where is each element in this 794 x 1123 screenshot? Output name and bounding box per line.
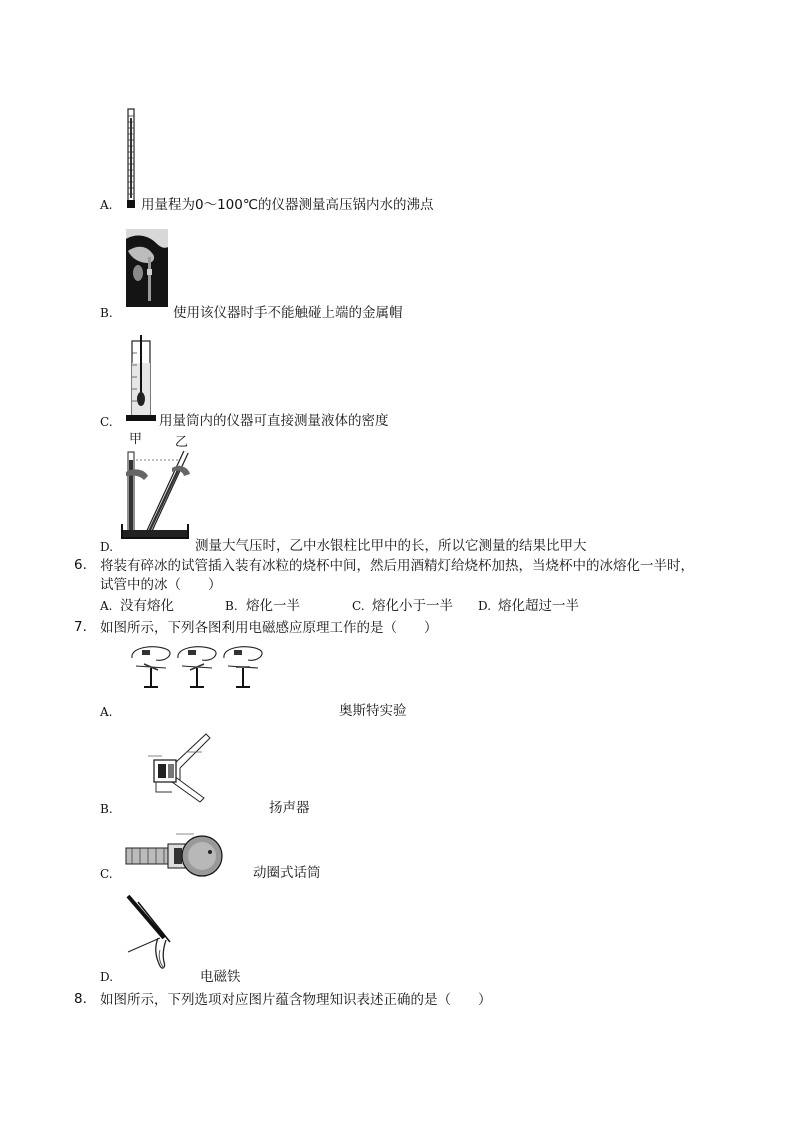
q5-option-d-text: 测量大气压时，乙中水银柱比甲中的长，所以它测量的结果比甲大 bbox=[195, 538, 587, 554]
q6-option-c-letter: C. bbox=[352, 599, 365, 613]
q7-option-a-letter: A. bbox=[100, 705, 113, 719]
q7-option-d-letter: D. bbox=[100, 970, 114, 984]
q7-option-d-text: 电磁铁 bbox=[200, 969, 241, 985]
q5-option-d-letter: D. bbox=[100, 540, 114, 554]
oersted-experiment-figure bbox=[128, 642, 270, 694]
q6-option-a-text: 没有熔化 bbox=[120, 598, 174, 614]
q5-option-b-text: 使用该仪器时手不能触碰上端的金属帽 bbox=[173, 305, 403, 321]
q6-option-d-letter: D. bbox=[478, 599, 492, 613]
q6-option-b-letter: B. bbox=[225, 599, 238, 613]
q5-option-c-text: 用量筒内的仪器可直接测量液体的密度 bbox=[159, 413, 389, 429]
q5-option-c-letter: C. bbox=[100, 415, 113, 429]
q6-option-c-text: 熔化小于一半 bbox=[372, 598, 453, 614]
q7-option-a-text: 奥斯特实验 bbox=[339, 703, 407, 719]
q6-option-b-text: 熔化一半 bbox=[246, 598, 300, 614]
q7-number: 7. bbox=[74, 619, 87, 635]
speaker-figure bbox=[146, 730, 212, 804]
q5-option-a-letter: A. bbox=[100, 198, 113, 212]
q7-option-b-text: 扬声器 bbox=[269, 800, 310, 816]
q7-option-c-text: 动圈式话筒 bbox=[253, 865, 321, 881]
q6-stem-line2: 试管中的冰（ ） bbox=[100, 577, 222, 593]
tube-label-left: 甲 bbox=[129, 432, 143, 447]
q6-option-a-letter: A. bbox=[100, 599, 113, 613]
tube-label-right: 乙 bbox=[175, 435, 189, 450]
dynamic-microphone-figure bbox=[124, 830, 228, 880]
test-pencil-photo bbox=[126, 229, 168, 307]
q8-number: 8. bbox=[74, 991, 87, 1007]
thermometer-figure bbox=[124, 108, 140, 210]
q8-stem: 如图所示，下列选项对应图片蕴含物理知识表述正确的是（ ） bbox=[100, 992, 492, 1008]
mercury-tubes-figure bbox=[118, 446, 194, 542]
q5-option-b-letter: B. bbox=[100, 306, 113, 320]
q6-number: 6. bbox=[74, 557, 87, 573]
q7-option-b-letter: B. bbox=[100, 802, 113, 816]
q7-option-c-letter: C. bbox=[100, 867, 113, 881]
graduated-cylinder-figure bbox=[124, 333, 158, 423]
q5-option-a-text: 用量程为0～100℃的仪器测量高压锅内水的沸点 bbox=[141, 197, 434, 213]
q6-stem-line1: 将装有碎冰的试管插入装有冰粒的烧杯中间，然后用酒精灯给烧杯加热，当烧杯中的冰熔化一半时， bbox=[100, 558, 694, 574]
q6-option-d-text: 熔化超过一半 bbox=[498, 598, 579, 614]
electromagnet-figure bbox=[124, 892, 174, 978]
q7-stem: 如图所示，下列各图利用电磁感应原理工作的是（ ） bbox=[100, 620, 438, 636]
